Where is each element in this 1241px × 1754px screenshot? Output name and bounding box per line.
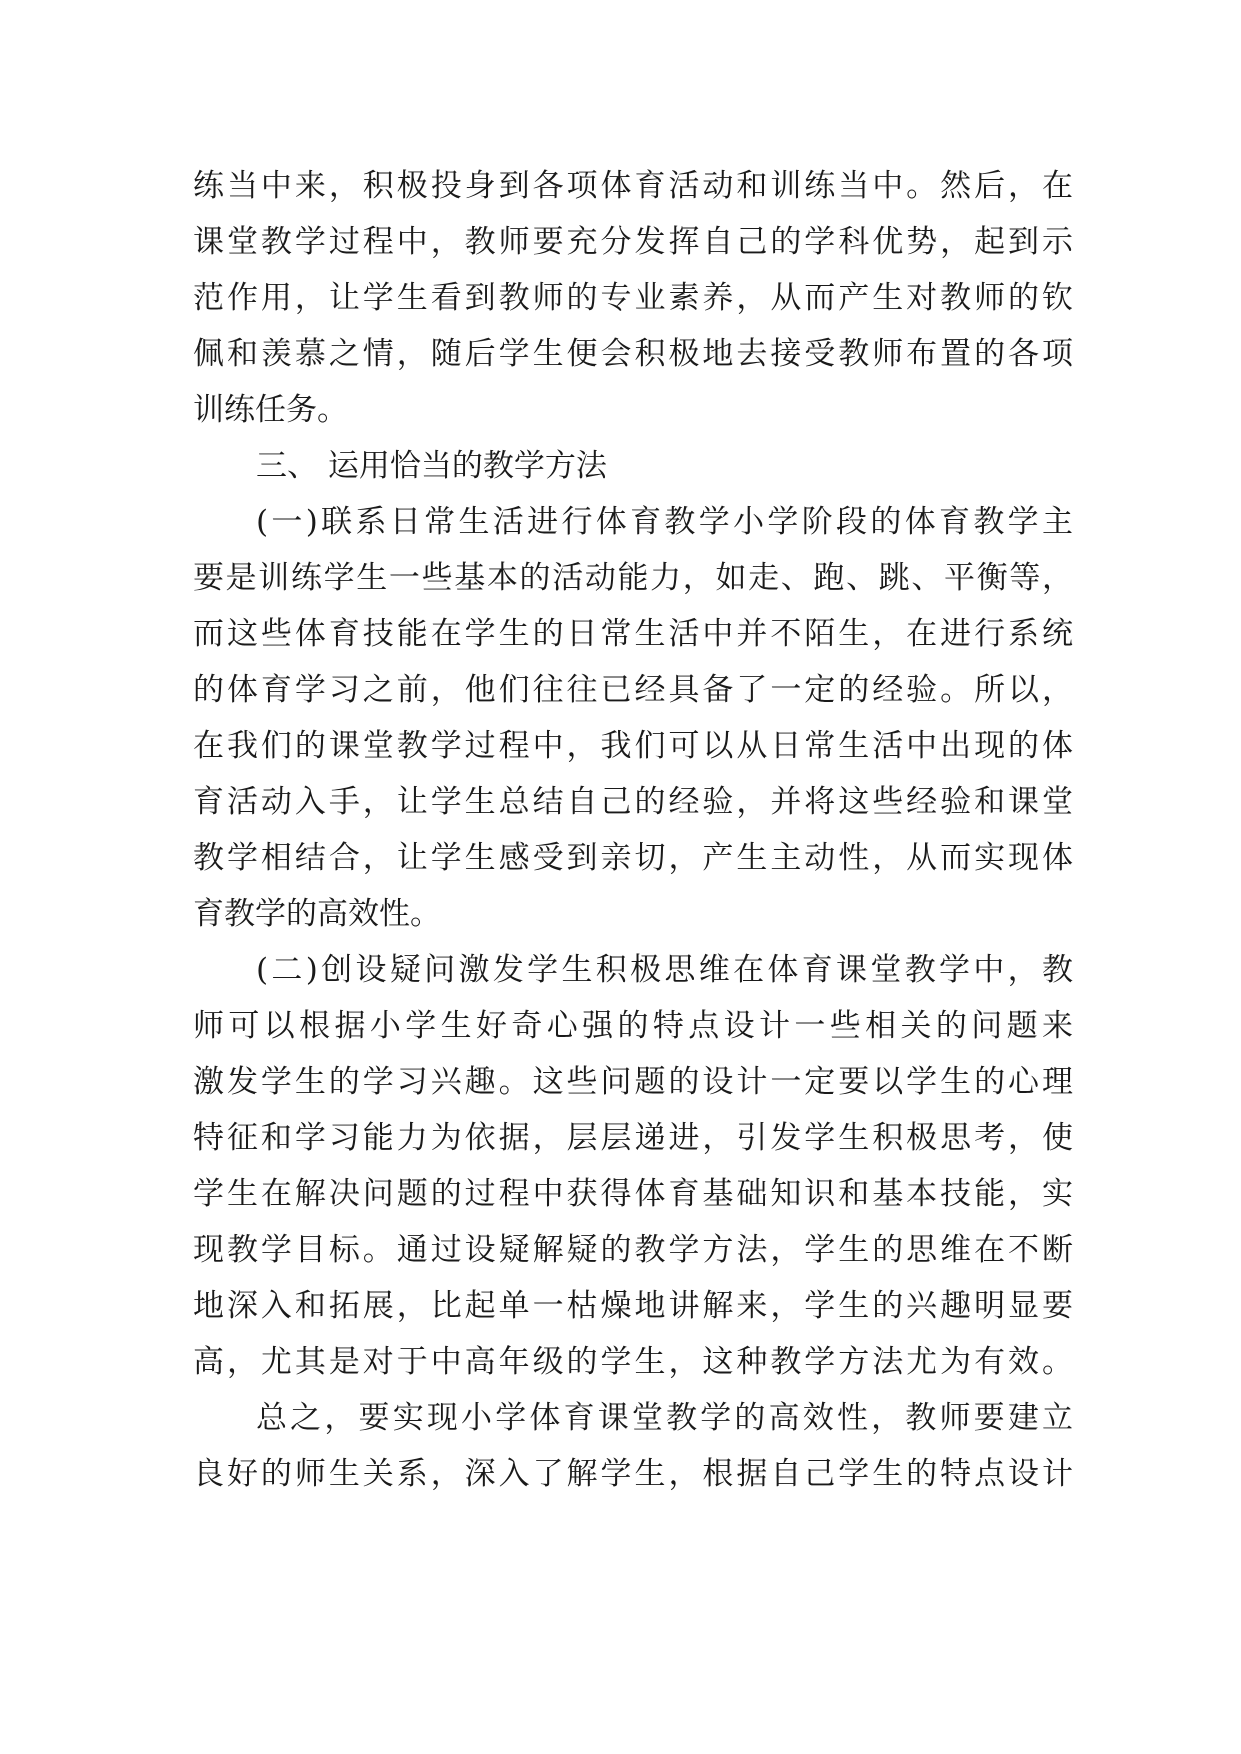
- text-line: 激发学生的学习兴趣。这些问题的设计一定要以学生的心理: [193, 1064, 1073, 1100]
- text-line: 总之，要实现小学体育课堂教学的高效性，教师要建立: [256, 1400, 1073, 1436]
- text-line: 教学相结合，让学生感受到亲切，产生主动性，从而实现体: [193, 840, 1073, 876]
- text-line: 特征和学习能力为依据，层层递进，引发学生积极思考，使: [193, 1120, 1073, 1156]
- subsection-heading: (一)联系日常生活进行体育教学小学阶段的体育教学主: [256, 504, 1073, 540]
- text-line: 的体育学习之前，他们往往已经具备了一定的经验。所以，: [193, 672, 1073, 708]
- text-line: 地深入和拓展，比起单一枯燥地讲解来，学生的兴趣明显要: [193, 1288, 1073, 1324]
- text-line: 育教学的高效性。: [193, 896, 441, 932]
- text-line: 现教学目标。通过设疑解疑的教学方法，学生的思维在不断: [193, 1232, 1073, 1268]
- text-line: 佩和羡慕之情，随后学生便会积极地去接受教师布置的各项: [193, 336, 1073, 372]
- text-line: 师可以根据小学生好奇心强的特点设计一些相关的问题来: [193, 1008, 1073, 1044]
- text-line: 在我们的课堂教学过程中，我们可以从日常生活中出现的体: [193, 728, 1073, 764]
- text-line: 育活动入手，让学生总结自己的经验，并将这些经验和课堂: [193, 784, 1073, 820]
- text-line: 练当中来，积极投身到各项体育活动和训练当中。然后，在: [193, 168, 1073, 204]
- text-line: 良好的师生关系，深入了解学生，根据自己学生的特点设计: [193, 1456, 1073, 1492]
- subsection-heading: (二)创设疑问激发学生积极思维在体育课堂教学中，教: [256, 952, 1073, 988]
- text-line: 课堂教学过程中，教师要充分发挥自己的学科优势，起到示: [193, 224, 1073, 260]
- text-line: 范作用，让学生看到教师的专业素养，从而产生对教师的钦: [193, 280, 1073, 316]
- text-line: 高，尤其是对于中高年级的学生，这种教学方法尤为有效。: [193, 1344, 1073, 1380]
- text-line: 要是训练学生一些基本的活动能力，如走、跑、跳、平衡等，: [193, 560, 1073, 596]
- text-line: 学生在解决问题的过程中获得体育基础知识和基本技能，实: [193, 1176, 1073, 1212]
- text-line: 训练任务。: [193, 392, 348, 428]
- section-heading: 三、 运用恰当的教学方法: [256, 448, 607, 484]
- text-line: 而这些体育技能在学生的日常生活中并不陌生，在进行系统: [193, 616, 1073, 652]
